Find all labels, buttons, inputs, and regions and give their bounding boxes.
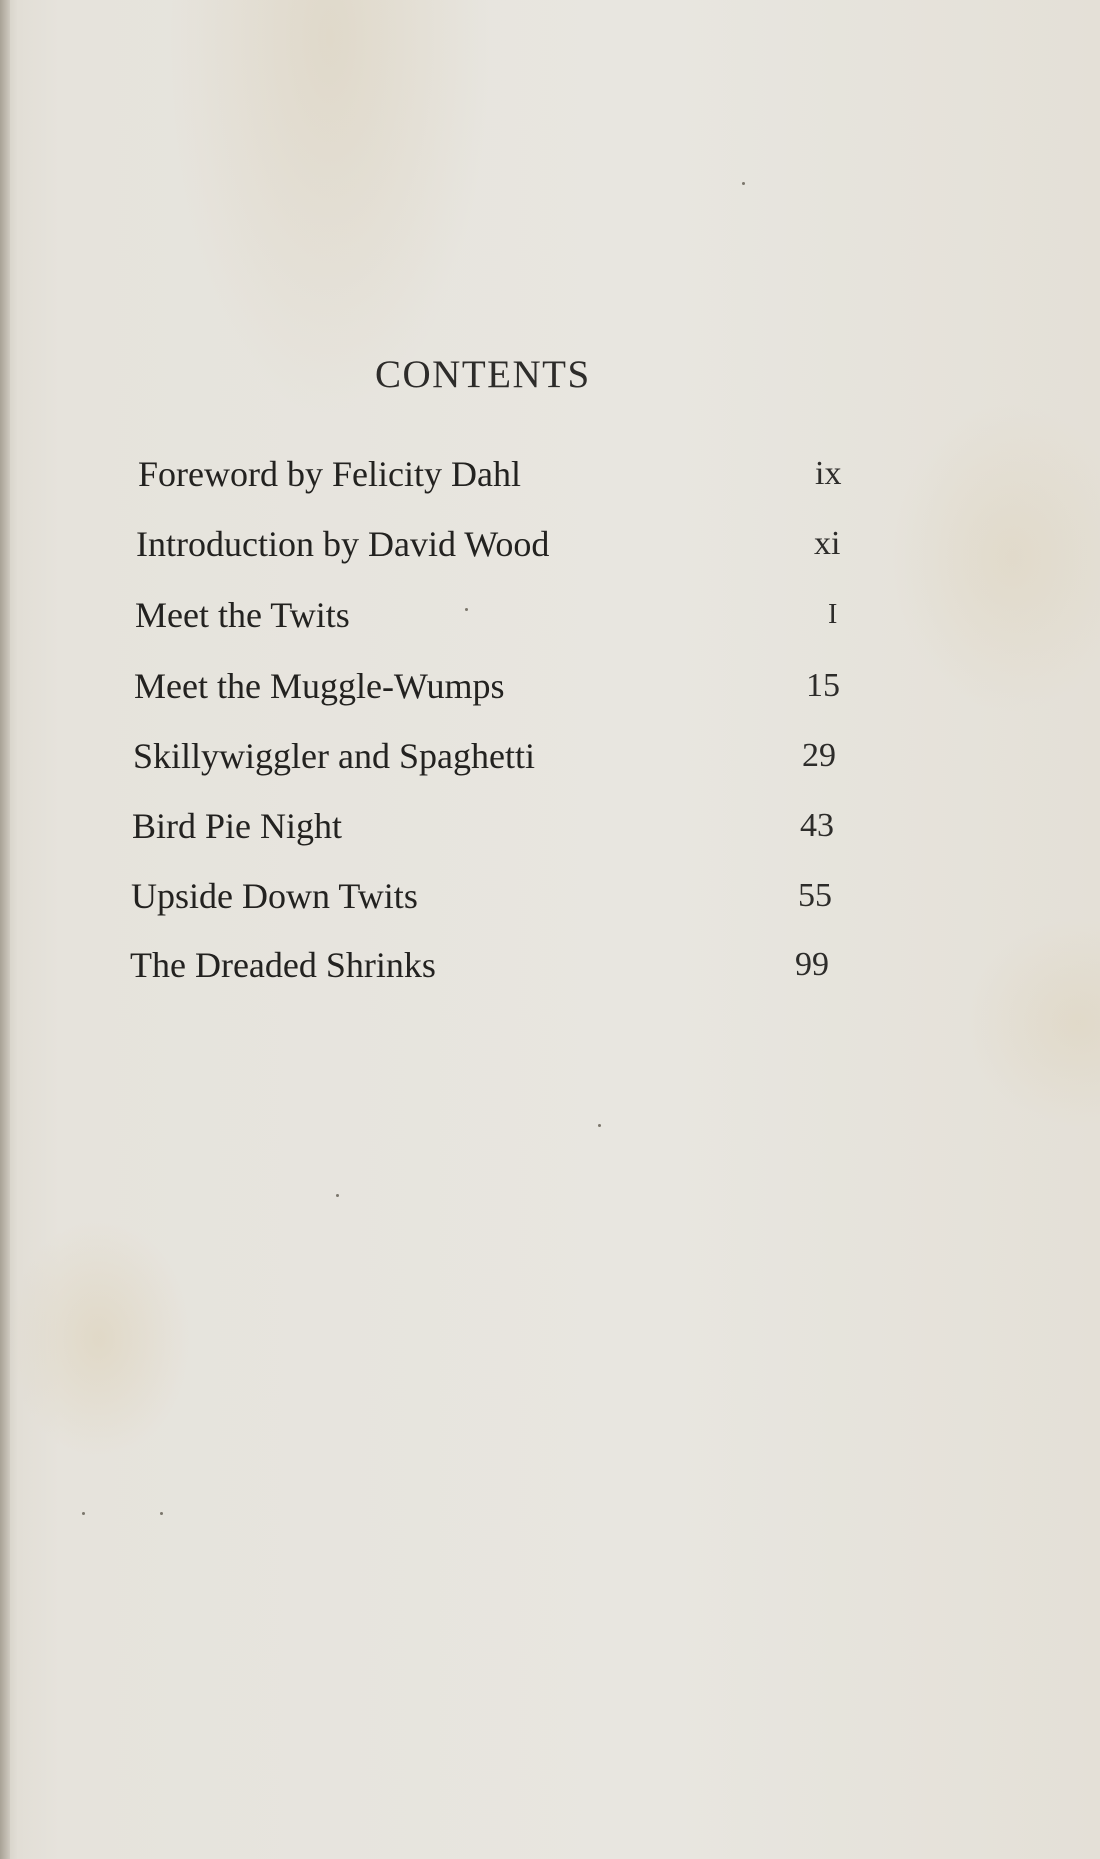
- toc-entry-title: Foreword by Felicity Dahl: [138, 454, 521, 494]
- toc-entry-page: xi: [814, 525, 841, 562]
- page-edge-shadow: [0, 0, 10, 1859]
- toc-entry-title: Bird Pie Night: [132, 806, 343, 846]
- toc-entry: [0, 937, 1100, 993]
- toc-entry-title: Meet the Twits: [135, 595, 350, 635]
- toc-entry-page: 15: [806, 667, 840, 704]
- toc-entry-page: 55: [798, 877, 832, 914]
- toc-entry-page: 43: [800, 807, 834, 844]
- toc-entry: [0, 587, 1100, 643]
- paper-speck: [160, 1512, 163, 1515]
- toc-entry: [0, 446, 1100, 502]
- toc-entry-title: The Dreaded Shrinks: [130, 945, 436, 985]
- toc-entry: [0, 728, 1100, 784]
- toc-entry-page: ix: [815, 455, 842, 492]
- toc-entry: [0, 798, 1100, 854]
- toc-entry-page: 29: [802, 737, 836, 774]
- contents-heading: CONTENTS: [375, 353, 591, 396]
- paper-speck: [465, 608, 468, 611]
- toc-entry-page: I: [828, 599, 838, 630]
- toc-entry: [0, 868, 1100, 924]
- toc-entry-title: Skillywiggler and Spaghetti: [133, 736, 535, 776]
- toc-entry: [0, 516, 1100, 572]
- toc-entry: [0, 658, 1100, 714]
- toc-entry-title: Meet the Muggle-Wumps: [134, 666, 505, 706]
- paper-speck: [742, 182, 745, 185]
- toc-entry-page: 99: [795, 946, 829, 983]
- toc-entry-title: Introduction by David Wood: [136, 524, 550, 564]
- toc-entry-title: Upside Down Twits: [131, 876, 418, 916]
- paper-speck: [598, 1124, 601, 1127]
- paper-speck: [82, 1512, 85, 1515]
- paper-speck: [336, 1194, 339, 1197]
